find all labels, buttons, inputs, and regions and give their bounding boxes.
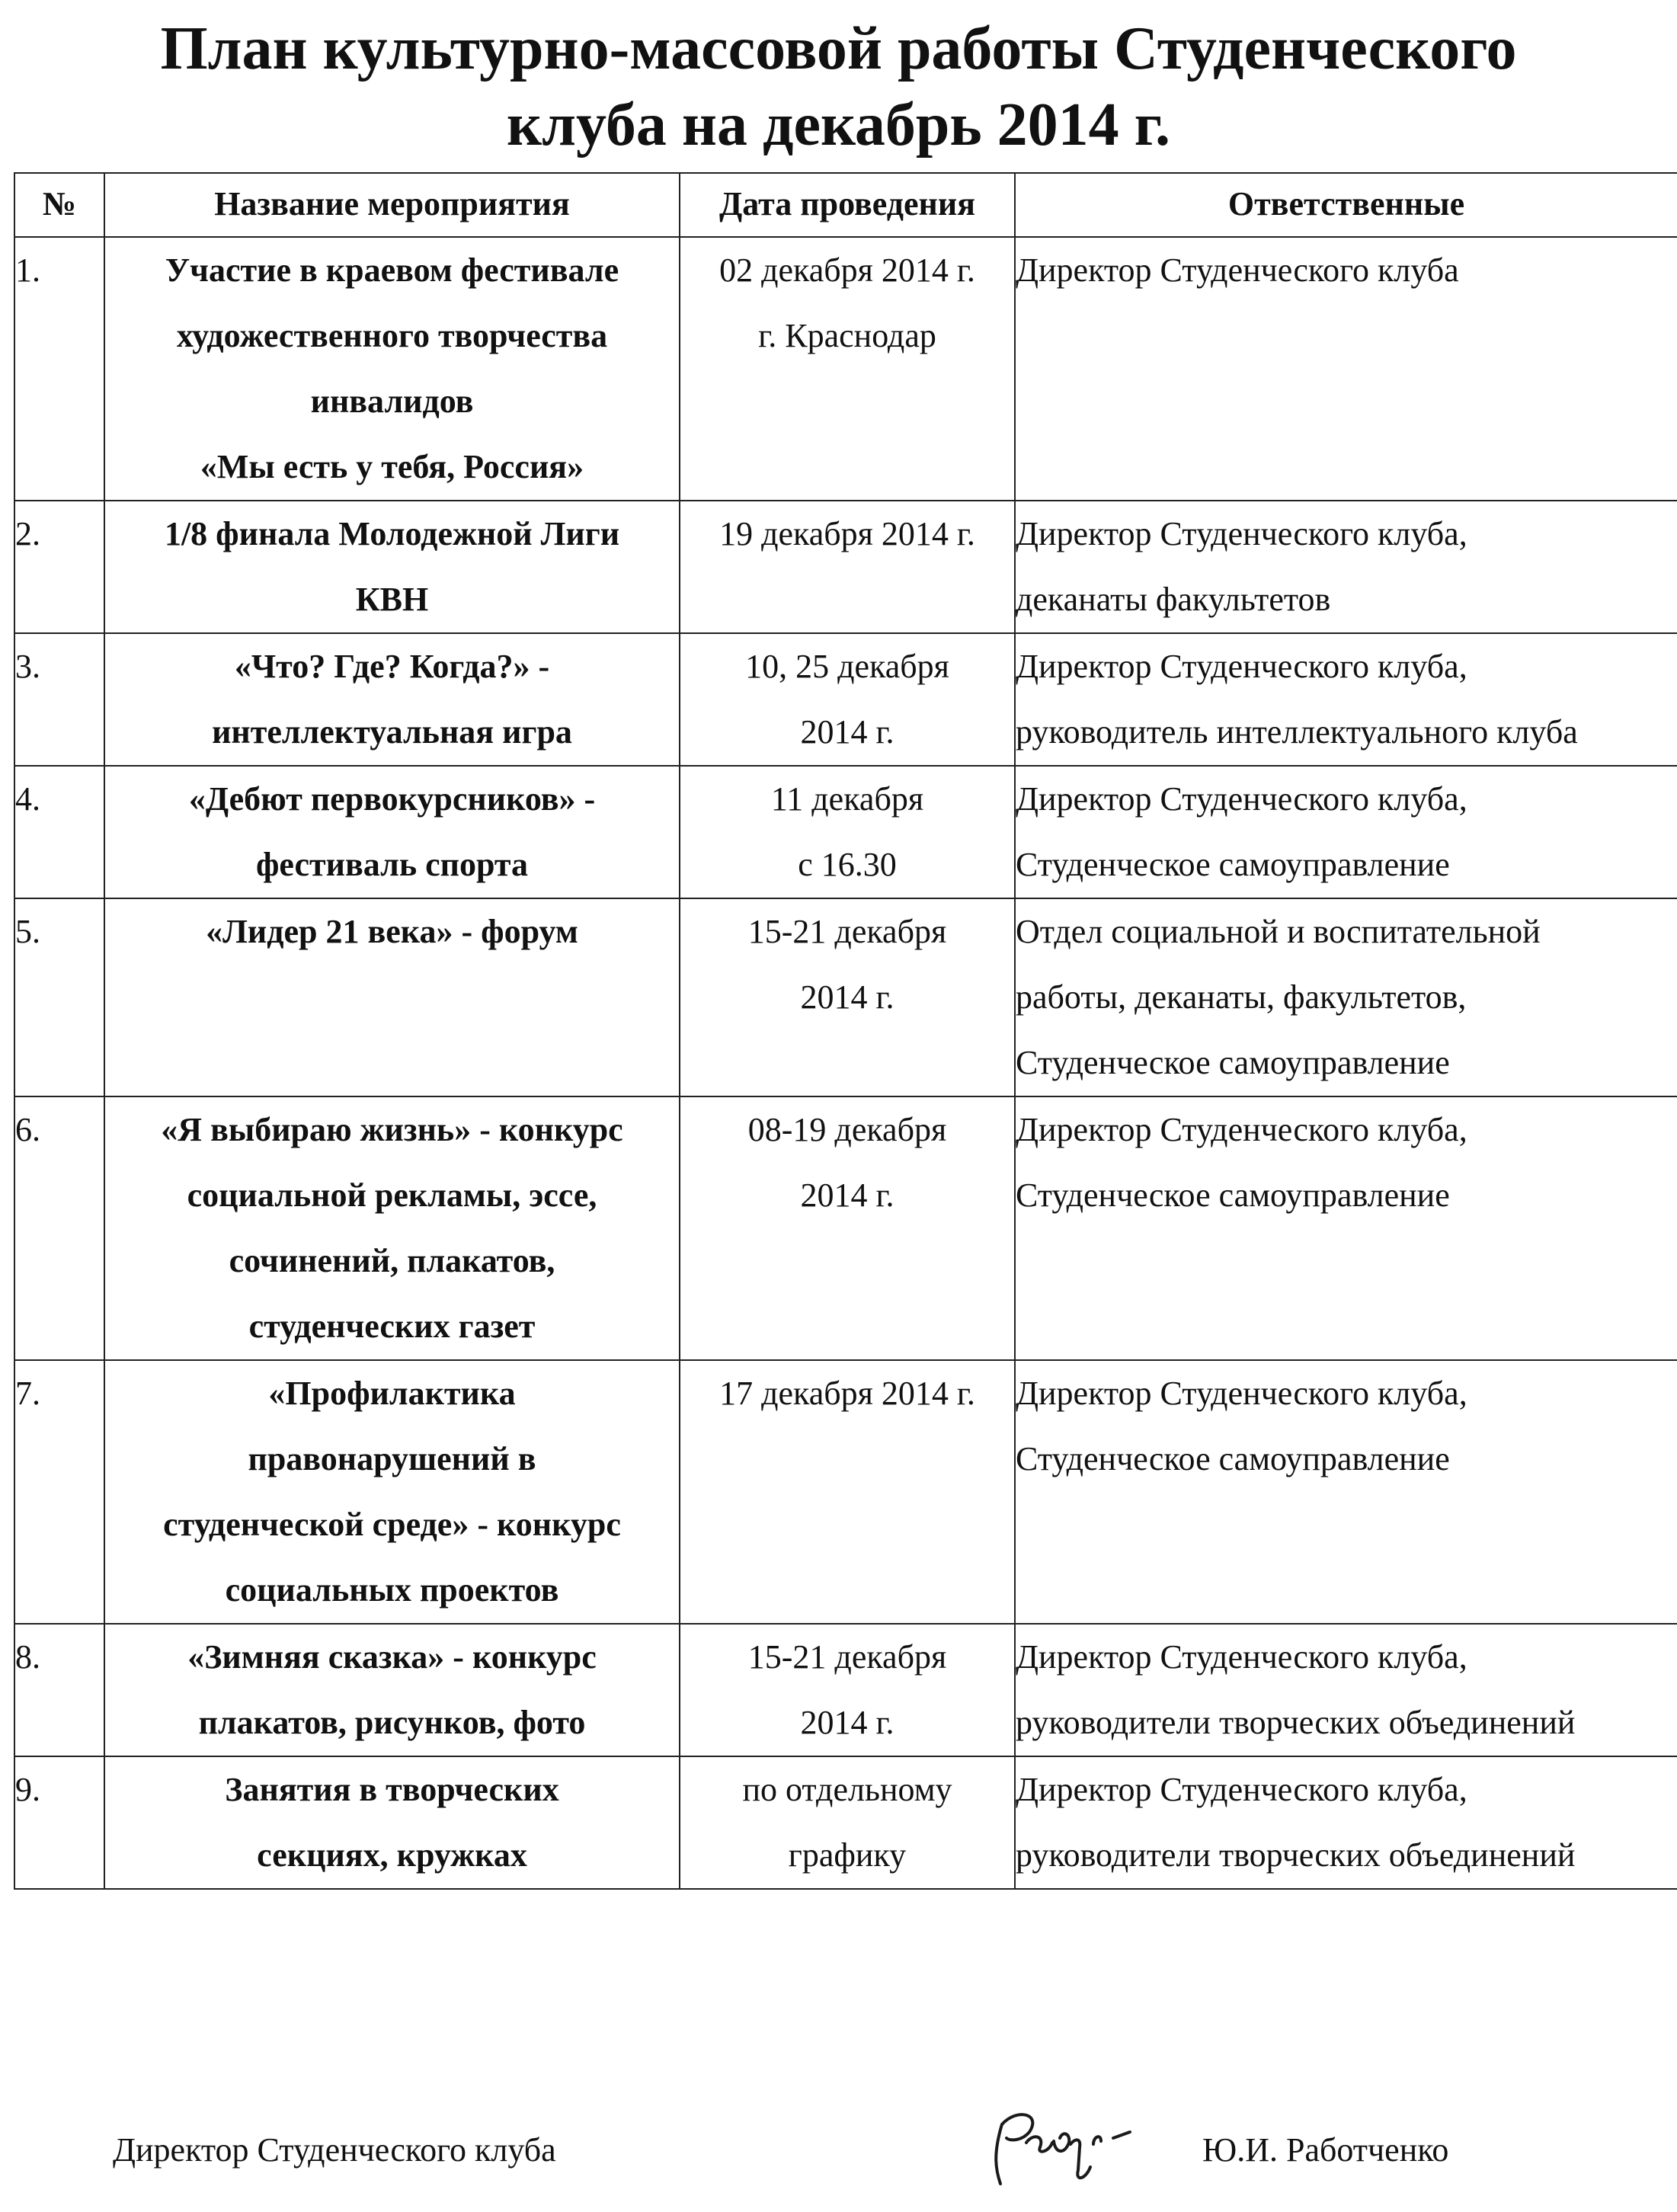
table-row (14, 766, 1677, 898)
event-name-cell (104, 501, 680, 633)
responsible-line: Директор Студенческого клуба (1016, 251, 1459, 289)
responsible-line: деканаты факультетов (1016, 581, 1331, 618)
event-date-line: 19 декабря 2014 г. (719, 515, 975, 552)
table-body (14, 237, 1677, 1889)
responsible-line: Директор Студенческого клуба, (1016, 1375, 1467, 1412)
event-date-line: г. Краснодар (758, 317, 936, 354)
event-date-line: по отдельному (742, 1771, 952, 1808)
event-name-line: секциях, кружках (257, 1836, 527, 1874)
table-row (14, 1756, 1677, 1889)
responsible-line: Студенческое самоуправление (1016, 1044, 1450, 1081)
table-row (14, 501, 1677, 633)
responsible-line: Директор Студенческого клуба, (1016, 1111, 1467, 1148)
event-name-line: «Зимняя сказка» - конкурс (187, 1638, 597, 1676)
table-row (14, 898, 1677, 1096)
title-line-1: План культурно-массовой работы Студенческого (160, 15, 1517, 82)
responsible-cell (1015, 898, 1677, 1096)
row-number: 8. (14, 1624, 104, 1756)
table-row (14, 1096, 1677, 1360)
event-date-cell (680, 1756, 1015, 1889)
responsible-line: Студенческое самоуправление (1016, 1440, 1450, 1477)
event-name-line: интеллектуальная игра (212, 713, 572, 751)
event-date-line: 02 декабря 2014 г. (719, 251, 975, 289)
responsible-line: Директор Студенческого клуба, (1016, 648, 1467, 685)
row-number: 3. (14, 633, 104, 766)
responsible-line: Студенческое самоуправление (1016, 1176, 1450, 1214)
event-date-line: 2014 г. (800, 978, 895, 1016)
event-date-cell (680, 1096, 1015, 1360)
table-row (14, 633, 1677, 766)
responsible-line: Директор Студенческого клуба, (1016, 515, 1467, 552)
event-name-line: студенческой среде» - конкурс (163, 1506, 621, 1543)
event-name-line: правонарушений в (248, 1440, 536, 1477)
event-name-cell (104, 766, 680, 898)
responsible-line: работы, деканаты, факультетов, (1016, 978, 1467, 1016)
event-name-line: «Что? Где? Когда?» - (234, 648, 550, 685)
header-num: № (14, 173, 104, 237)
responsible-cell (1015, 766, 1677, 898)
event-name-cell (104, 633, 680, 766)
event-name-cell (104, 237, 680, 501)
responsible-cell (1015, 633, 1677, 766)
event-name-line: «Мы есть у тебя, Россия» (200, 448, 584, 485)
responsible-cell (1015, 1756, 1677, 1889)
row-number: 4. (14, 766, 104, 898)
row-number: 7. (14, 1360, 104, 1624)
page-title (0, 11, 1677, 163)
row-number: 9. (14, 1756, 104, 1889)
event-name-line: «Я выбираю жизнь» - конкурс (161, 1111, 623, 1148)
event-name-line: инвалидов (310, 383, 474, 420)
table-row (14, 237, 1677, 501)
event-name-line: «Дебют первокурсников» - (188, 780, 596, 818)
title-line-2: клуба на декабрь 2014 г. (507, 91, 1170, 158)
event-name-line: сочинений, плакатов, (229, 1242, 555, 1279)
table-header-row (14, 173, 1677, 237)
event-date-cell (680, 1624, 1015, 1756)
event-date-cell (680, 1360, 1015, 1624)
responsible-line: Директор Студенческого клуба, (1016, 1638, 1467, 1676)
responsible-line: руководитель интеллектуального клуба (1016, 713, 1578, 751)
event-date-cell (680, 898, 1015, 1096)
event-date-line: 15-21 декабря (747, 1638, 947, 1676)
event-date-line: 2014 г. (800, 713, 895, 751)
event-name-line: студенческих газет (248, 1308, 536, 1345)
responsible-line: Студенческое самоуправление (1016, 846, 1450, 883)
row-number: 5. (14, 898, 104, 1096)
event-name-line: художественного творчества (176, 317, 608, 354)
event-date-line: графику (788, 1836, 907, 1874)
header-responsible: Ответственные (1015, 173, 1677, 237)
event-name-cell (104, 1096, 680, 1360)
event-date-line: 17 декабря 2014 г. (719, 1375, 975, 1412)
responsible-line: Отдел социальной и воспитательной (1016, 913, 1541, 950)
event-date-line: 11 декабря (770, 780, 924, 818)
responsible-cell (1015, 501, 1677, 633)
responsible-line: Директор Студенческого клуба, (1016, 1771, 1467, 1808)
event-name-cell (104, 1756, 680, 1889)
event-date-cell (680, 633, 1015, 766)
row-number: 1. (14, 237, 104, 501)
event-date-cell (680, 501, 1015, 633)
header-name: Название мероприятия (104, 173, 680, 237)
footer-name: Ю.И. Работченко (1202, 2131, 1449, 2169)
event-date-line: с 16.30 (798, 846, 897, 883)
event-name-line: «Лидер 21 века» - форум (206, 913, 578, 950)
event-name-line: Занятия в творческих (225, 1771, 559, 1808)
event-name-line: социальной рекламы, эссе, (187, 1176, 597, 1214)
event-date-line: 2014 г. (800, 1176, 895, 1214)
event-name-cell (104, 1360, 680, 1624)
event-name-line: Участие в краевом фестивале (165, 251, 619, 289)
event-name-line: 1/8 финала Молодежной Лиги (164, 515, 620, 552)
director-signature (979, 2094, 1147, 2193)
footer-role: Директор Студенческого клуба (113, 2131, 556, 2169)
table-row (14, 1360, 1677, 1624)
header-date: Дата проведения (680, 173, 1015, 237)
event-name-line: социальных проектов (225, 1571, 559, 1609)
event-date-line: 08-19 декабря (747, 1111, 947, 1148)
table-row (14, 1624, 1677, 1756)
responsible-cell (1015, 1360, 1677, 1624)
responsible-line: руководители творческих объединений (1016, 1836, 1576, 1874)
event-date-line: 10, 25 декабря (745, 648, 949, 685)
row-number: 2. (14, 501, 104, 633)
events-table (14, 172, 1677, 1890)
event-name-line: фестиваль спорта (255, 846, 529, 883)
responsible-cell (1015, 1096, 1677, 1360)
event-name-cell (104, 1624, 680, 1756)
responsible-line: руководители творческих объединений (1016, 1704, 1576, 1741)
event-name-line: КВН (355, 581, 429, 618)
event-date-line: 15-21 декабря (747, 913, 947, 950)
event-date-cell (680, 766, 1015, 898)
responsible-cell (1015, 1624, 1677, 1756)
event-name-cell (104, 898, 680, 1096)
event-name-line: плакатов, рисунков, фото (198, 1704, 586, 1741)
responsible-cell (1015, 237, 1677, 501)
event-name-line: «Профилактика (268, 1375, 516, 1412)
row-number: 6. (14, 1096, 104, 1360)
event-date-line: 2014 г. (800, 1704, 895, 1741)
event-date-cell (680, 237, 1015, 501)
responsible-line: Директор Студенческого клуба, (1016, 780, 1467, 818)
